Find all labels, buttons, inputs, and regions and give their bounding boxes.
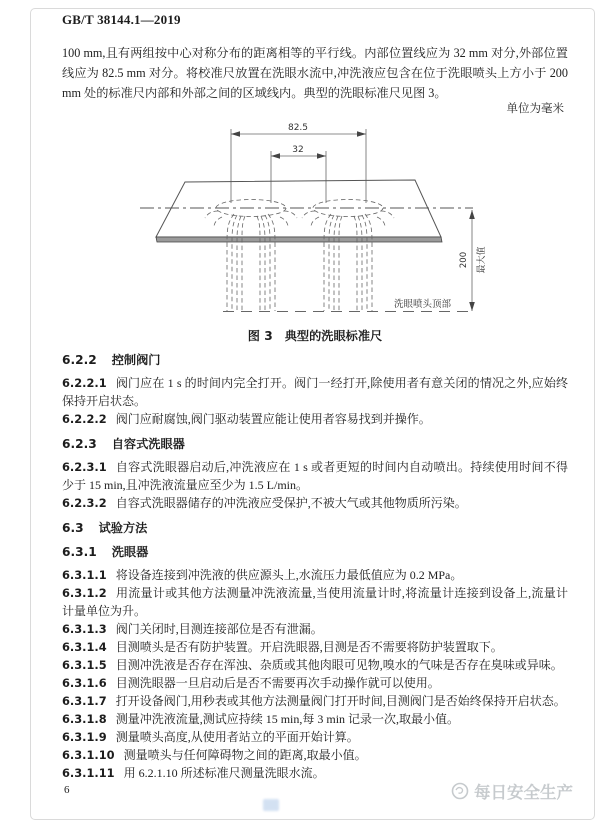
water-stream — [334, 216, 338, 311]
page-content — [62, 12, 568, 796]
clause-number: 6.3.1.2 — [62, 586, 107, 600]
section-heading — [62, 353, 568, 368]
clause-text: 用 6.2.1.10 所述标准尺测量洗眼水流。 — [123, 766, 325, 780]
splash-curl — [302, 211, 315, 218]
splash-curl — [280, 217, 288, 226]
clause-text: 用流量计或其他方法测量冲洗液流量,当使用流量计时,将流量计连接到设备上,流量计计量单位为升。 — [62, 586, 568, 618]
water-stream — [354, 216, 357, 311]
water-stream — [324, 214, 331, 311]
units-note: 单位为毫米 — [506, 103, 564, 115]
arrowhead — [469, 302, 475, 311]
clause-number: 6.2.2.2 — [62, 412, 107, 426]
clause-text: 目测洗眼器一旦启动后是否不需要再次手动操作就可以使用。 — [115, 676, 440, 690]
splash-curl — [381, 211, 394, 218]
water-stream — [265, 215, 270, 311]
section-number: 6.3.1 — [62, 545, 97, 559]
water-stream — [261, 216, 265, 311]
clause-number: 6.2.2.1 — [62, 376, 107, 390]
clause-number: 6.3.1.11 — [62, 766, 115, 780]
clause — [62, 746, 568, 764]
page-number: 6 — [64, 784, 70, 796]
clause-number: 6.3.1.4 — [62, 640, 107, 654]
arrowhead — [231, 131, 240, 137]
eyewash-gauge-diagram — [138, 118, 568, 318]
scan-smudge — [263, 799, 279, 811]
clause-text: 阀门应在 1 s 的时间内完全打开。阀门一经打开,除使用者有意关闭的情况之外,应始终保持开启状态。 — [62, 376, 568, 408]
water-stream — [257, 216, 260, 311]
clause — [62, 494, 568, 512]
clause-number: 6.3.1.7 — [62, 694, 107, 708]
clause-number: 6.3.1.9 — [62, 730, 107, 744]
figure-3 — [62, 118, 568, 344]
clause-number: 6.3.1.6 — [62, 676, 107, 690]
section-title: 试验方法 — [98, 521, 148, 535]
section-number: 6.2.3 — [62, 437, 97, 451]
water-stream — [237, 216, 241, 311]
gauge-plate — [156, 180, 441, 237]
arrowhead — [271, 153, 280, 159]
water-stream — [339, 216, 342, 311]
figure-caption-title: 典型的洗眼标准尺 — [284, 329, 383, 343]
water-stream — [232, 215, 237, 311]
clause-number: 6.3.1.10 — [62, 748, 115, 762]
section-title: 控制阀门 — [111, 353, 161, 367]
splash-curl — [205, 211, 218, 218]
water-stream — [227, 214, 234, 311]
water-stream — [242, 216, 245, 311]
watermark-text: 每日安全生产 — [474, 783, 573, 802]
dim-height-label: 200 — [459, 251, 469, 269]
section-number: 6.2.2 — [62, 353, 97, 367]
clause — [62, 410, 568, 428]
clause — [62, 584, 568, 620]
water-stream — [365, 214, 372, 311]
clause — [62, 620, 568, 638]
arrowhead — [469, 210, 475, 219]
baseline-label: 洗眼喷头顶部 — [393, 299, 451, 310]
clause-number: 6.2.3.2 — [62, 496, 107, 510]
watermark-logo-icon — [451, 782, 469, 800]
clause-text: 测量冲洗液流量,测试应持续 15 min,每 3 min 记录一次,取最小值。 — [115, 712, 460, 726]
clause — [62, 728, 568, 746]
water-stream — [268, 214, 275, 311]
clause-text: 测量喷头与任何障碍物之间的距离,取最小值。 — [123, 748, 367, 762]
clause — [62, 656, 568, 674]
clause-text: 自容式洗眼器启动后,冲洗液应在 1 s 或者更短的时间内自动喷出。持续使用时间不得少于 15 min,且冲洗液流量应至少为 1.5 L/min。 — [62, 460, 568, 492]
clause-text: 目测喷头是否有防护装置。开启洗眼器,目测是否不需要将防护装置取下。 — [115, 640, 503, 654]
clause — [62, 692, 568, 710]
clause-number: 6.3.1.1 — [62, 568, 107, 582]
water-stream — [358, 216, 362, 311]
splash-curl — [214, 217, 222, 226]
dim-inner-label: 32 — [292, 145, 304, 155]
water-stream — [329, 215, 334, 311]
intro-paragraph: 100 mm,且有两组按中心对称分布的距离相等的平行线。内部位置线应为 32 mm 对分,外部位置线应为 82.5 mm 对分。将校准尺放置在洗眼水流中,冲洗液应包含在位于洗眼喷头上方小于 200 mm 处的标准尺内部和外部之间的区域线内。典型的洗眼标准尺见图 3。 — [62, 46, 568, 100]
gauge-plate-edge — [156, 237, 442, 242]
arrowhead — [317, 153, 326, 159]
section-heading — [62, 437, 568, 452]
clause-number: 6.3.1.5 — [62, 658, 107, 672]
clause — [62, 710, 568, 728]
clause-text: 阀门应耐腐蚀,阀门驱动装置应能让使用者容易找到并操作。 — [115, 412, 431, 426]
clause-text: 自容式洗眼器储存的冲洗液应受保护,不被大气或其他物质所污染。 — [115, 496, 467, 510]
clause-text: 打开设备阀门,用秒表或其他方法测量阀门打开时间,目测阀门是否始终保持开启状态。 — [115, 694, 566, 708]
watermark — [451, 779, 573, 803]
clause — [62, 566, 568, 584]
splash-curl — [377, 217, 385, 226]
dim-height-max-label: 最大值 — [477, 246, 487, 274]
arrowhead — [357, 131, 366, 137]
clause-text: 测量喷头高度,从使用者站立的平面开始计算。 — [115, 730, 359, 744]
clause-text: 目测冲洗液是否存在浑浊、杂质或其他肉眼可见物,嗅水的气味是否存在臭味或异味。 — [115, 658, 563, 672]
section-title: 自容式洗眼器 — [111, 437, 185, 451]
clause-number: 6.3.1.3 — [62, 622, 107, 636]
clause-number: 6.2.3.1 — [62, 460, 107, 474]
section-heading — [62, 545, 568, 560]
clause — [62, 638, 568, 656]
clause — [62, 458, 568, 494]
standard-code-header: GB/T 38144.1—2019 — [62, 12, 181, 27]
section-heading — [62, 521, 568, 536]
clause-number: 6.3.1.8 — [62, 712, 107, 726]
sections-container — [62, 353, 568, 782]
clause-text: 阀门关闭时,目测连接部位是否有泄漏。 — [115, 622, 323, 636]
clause — [62, 374, 568, 410]
dim-outer-label: 82.5 — [287, 123, 309, 133]
clause-text: 将设备连接到冲洗液的供应源头上,水流压力最低值应为 0.2 MPa。 — [115, 568, 463, 582]
clause — [62, 674, 568, 692]
figure-caption — [62, 327, 568, 344]
section-number: 6.3 — [62, 521, 84, 535]
water-stream — [362, 215, 367, 311]
splash-curl — [311, 217, 319, 226]
section-title: 洗眼器 — [111, 545, 149, 559]
figure-caption-number: 图 3 — [247, 329, 273, 343]
splash-curl — [284, 211, 297, 218]
